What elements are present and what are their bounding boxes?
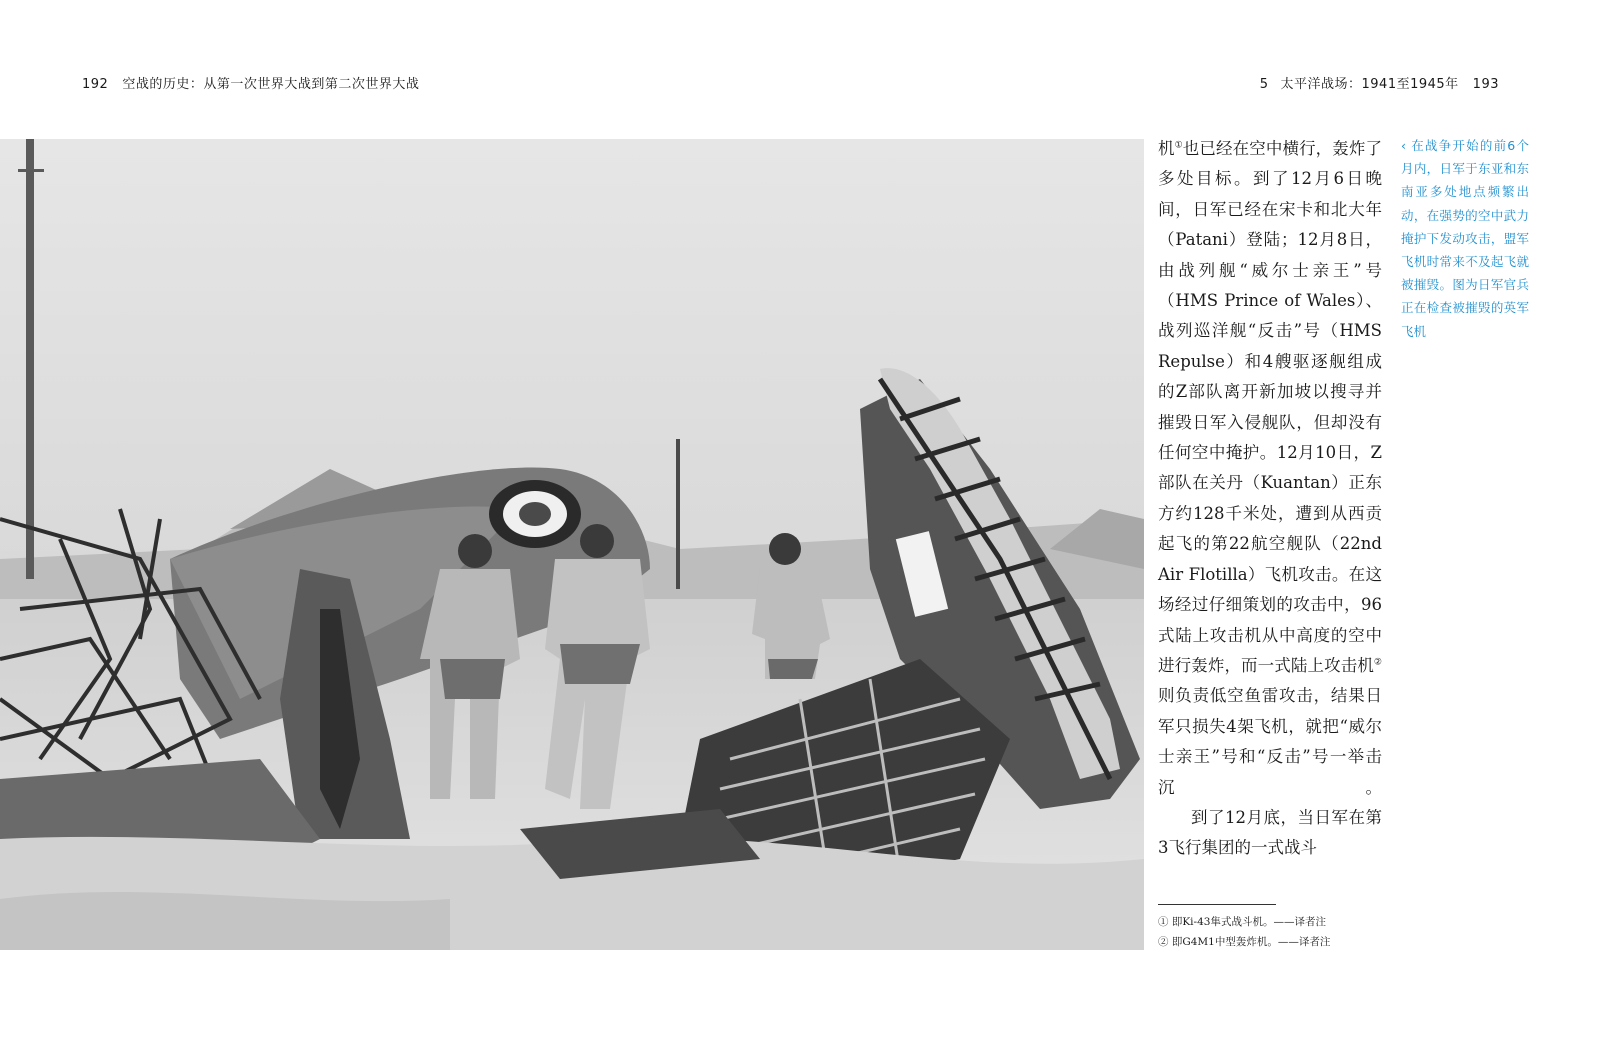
roundel-icon bbox=[489, 480, 581, 548]
photo-caption: ‹ 在战争开始的前6个月内，日军于东亚和东南亚多处地点频繁出动，在强势的空中武力掩护下发动攻击，盟军飞机时常来不及起飞就被摧毁。图为日军官兵正在检查被摧毁的英军飞机 bbox=[1401, 138, 1529, 339]
footnotes bbox=[1158, 912, 1398, 952]
body-paragraph bbox=[1158, 134, 1382, 803]
section-number: 5 bbox=[1259, 77, 1269, 92]
photo-illustration bbox=[0, 139, 1144, 950]
body-text bbox=[1158, 134, 1382, 864]
body-text-run: 也已经在空中横行，轰炸了多处目标。到了12月6日晚间，日军已经在宋卡和北大年（Patani）登陆；12月8日，由战列舰“威尔士亲王”号（HMS Prince of Wales）、战列巡洋舰“反击”号（HMS Repulse）和4艘驱逐舰组成的Z部队离开新加坡以搜寻并摧毁日军入侵舰队，但却没有任何空中掩护。12月10日，Z部队在关丹（Kuantan）正东方约128千米处，遭到从西贡起飞的第22航空舰队（22nd Air Flotilla）飞机攻击。在这场经过仔细策划的攻击中，96式陆上攻击机从中高度的空中进行轰炸，而一式陆上攻击机 bbox=[1158, 139, 1382, 675]
book-title: 空战的历史：从第一次世界大战到第二次世界大战 bbox=[122, 77, 420, 92]
page-number-left: 192 bbox=[82, 77, 109, 92]
wreckage-photo bbox=[0, 139, 1144, 950]
body-paragraph: 到了12月底，当日军在第3飞行集团的一式战斗 bbox=[1158, 807, 1382, 858]
footnote-divider bbox=[1158, 904, 1276, 905]
footnote-ref-1: ① bbox=[1174, 140, 1183, 151]
page-header-left bbox=[82, 73, 419, 92]
footnote-2: ② 即G4M1中型轰炸机。——译者注 bbox=[1158, 936, 1331, 948]
footnote-ref-2: ② bbox=[1373, 657, 1382, 668]
page-header-right bbox=[1260, 73, 1499, 92]
chapter-title: 太平洋战场：1941至1945年 bbox=[1280, 77, 1459, 92]
body-text-run: 机 bbox=[1158, 139, 1175, 158]
body-text-run: 则负责低空鱼雷攻击，结果日军只损失4架飞机，就把“威尔士亲王”号和“反击”号一举击沉。 bbox=[1158, 686, 1382, 797]
footnote-1: ① 即Ki-43隼式战斗机。——译者注 bbox=[1158, 916, 1326, 928]
page-number-right: 193 bbox=[1472, 77, 1499, 92]
